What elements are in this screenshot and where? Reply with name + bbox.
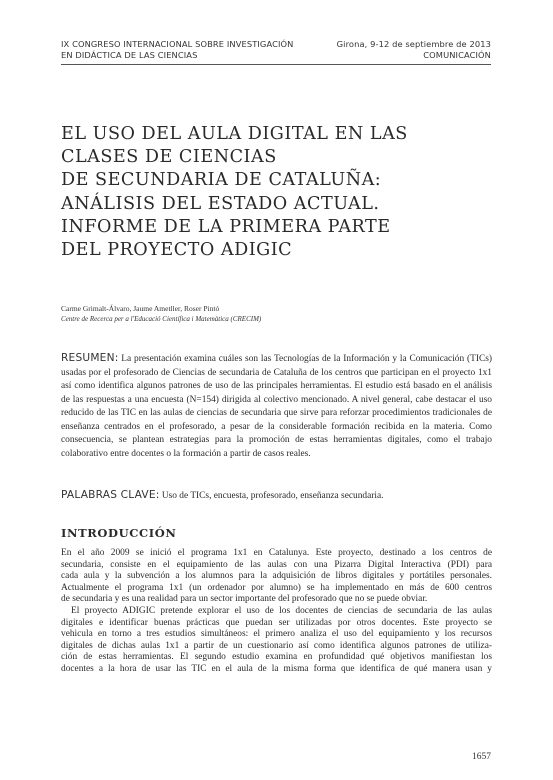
abstract xyxy=(61,352,492,461)
body-line: ción de estas herramientas. El segundo estudio examina en profundidad qué objetivos manifiestan los xyxy=(61,652,492,663)
title-line: DE SECUNDARIA DE CATALUÑA: xyxy=(61,170,382,191)
keywords-label: PALABRAS CLAVE: xyxy=(61,489,160,501)
body-line: digitales e identificar buenas prácticas que puedan ser utilizadas por otros docentes. Este proyecto se xyxy=(61,617,492,628)
conference-name-line-1: IX CONGRESO INTERNACIONAL SOBRE INVESTIGACIÓN xyxy=(61,39,294,49)
body-line: secundaria, consiste en el equipamiento de las aulas con una Pizarra Digital Interactiva (PDI) para xyxy=(61,559,492,570)
body-line: de secundaria y es una realidad para un sector importante del profesorado que no se puede obviar. xyxy=(61,594,428,605)
body-line: En el año 2009 se inició el programa 1x1 en Catalunya. Este proyecto, destinado a los centros de xyxy=(61,548,492,558)
body-line: vehicula en torno a tres estudios simultáneos: el primero analiza el uso del equipamiento y los recursos xyxy=(61,629,492,640)
affiliation: Centre de Recerca per a l'Educació Científica i Matemàtica (CRECIM) xyxy=(61,315,262,323)
conference-dates: Girona, 9-12 de septiembre de 2013 xyxy=(336,39,491,49)
keywords-text: Uso de TICs, encuesta, profesorado, enseñanza secundaria. xyxy=(161,491,384,501)
conference-header xyxy=(61,39,293,61)
title-line: CLASES DE CIENCIAS xyxy=(61,147,277,168)
authors: Carme Grimalt-Álvaro, Jaume Ametller, Roser Pintó xyxy=(61,304,220,313)
title-line: ANÁLISIS DEL ESTADO ACTUAL. xyxy=(61,193,380,214)
paper-title xyxy=(61,123,501,262)
conference-info xyxy=(337,39,491,61)
body-line: docentes a la hora de usar las TIC en el aula de la misma forma que identifica de qué manera usan y xyxy=(61,663,492,674)
body-line: El proyecto ADIGIC pretende explorar el uso de los docentes de ciencias de secundaria de las aulas xyxy=(71,605,492,616)
title-line: INFORME DE LA PRIMERA PARTE xyxy=(61,216,391,237)
body-line: cada aula y la subvención a los alumnos para la adquisición de libros digitales y portátiles personales. xyxy=(61,571,492,582)
conference-name-line-2: EN DIDÁCTICA DE LAS CIENCIAS xyxy=(61,50,198,60)
abstract-label: RESUMEN: xyxy=(61,352,119,364)
keywords xyxy=(61,488,492,503)
body-line: Actualmente el programa 1x1 (un ordenador por alumno) se ha implementado en más de 600 centros xyxy=(61,582,492,593)
title-line: EL USO DEL AULA DIGITAL EN LAS xyxy=(61,124,408,144)
body-text xyxy=(61,548,492,676)
abstract-text: La presentación examina cuáles son las Tecnologías de la Información y la Comunicación (TICs) usadas por el profesorado de Ciencias de secundaria de Cataluña de los centros que participan en el proyecto 1x1 así como identifica algunos patrones de uso de las principales herramientas. El estudio está basado en el análisis de las respuestas a una encuesta (N=154) dirigida al colectivo mencionado. A nivel general, cabe destacar el uso reducido de las TIC en las aulas de ciencias de secundaria que sirve para reforzar procedimientos tradicionales de enseñanza centrados en el profesorado, a pesar de la considerable formación recibida en la materia. Como consecuencia, se plantean estrategias para la promoción de estas herramientas digitales, como el trabajo colaborativo entre docentes o la formación a partir de casos reales. xyxy=(61,354,492,459)
body-line: digitales de dichas aulas 1x1 a partir de un cuestionario así como identifica algunos patrones de utiliza- xyxy=(61,640,492,651)
paper-type: COMUNICACIÓN xyxy=(423,50,491,60)
page-number: 1657 xyxy=(472,752,491,762)
title-line: DEL PROYECTO ADIGIC xyxy=(61,240,293,261)
section-heading: INTRODUCCIÓN xyxy=(61,526,177,540)
header-divider xyxy=(61,64,491,65)
